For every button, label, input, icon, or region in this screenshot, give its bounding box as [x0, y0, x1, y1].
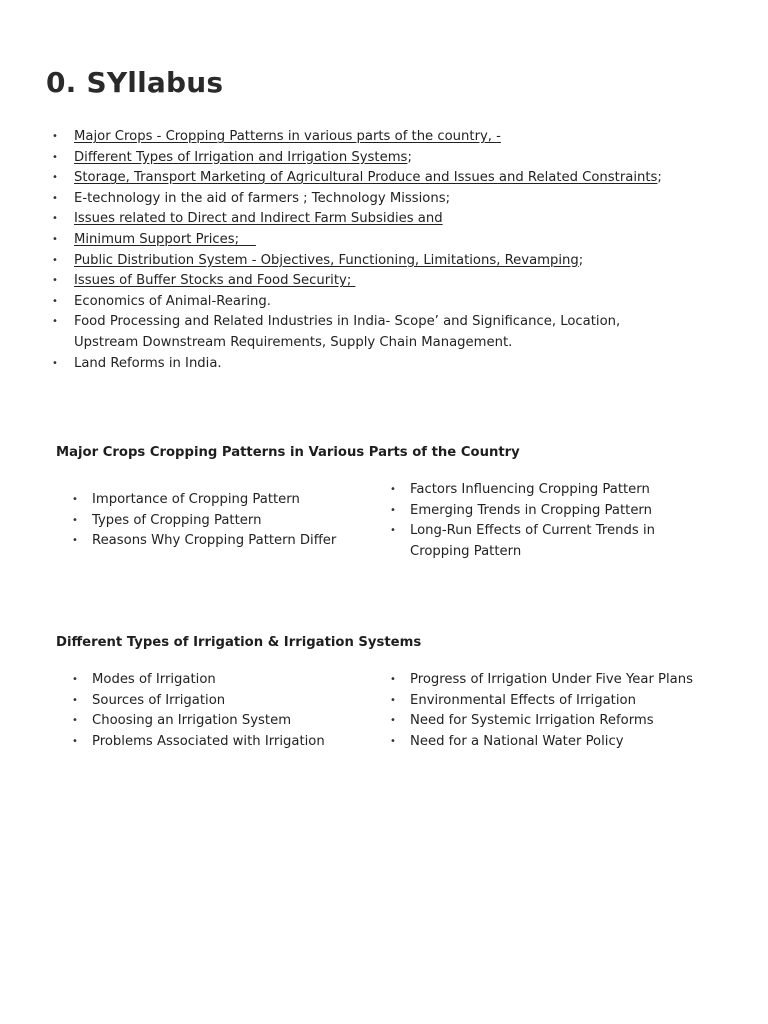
syllabus-item — [52, 354, 742, 375]
syllabus-item — [52, 251, 742, 272]
syllabus-item-link[interactable]: Public Distribution System - Objectives, Functioning, Limitations, Revamping — [74, 252, 579, 268]
list-item — [390, 670, 750, 691]
list-item — [390, 691, 750, 712]
list-item — [72, 670, 372, 691]
bullet-icon: • — [72, 715, 78, 727]
bullet-icon: • — [390, 715, 396, 727]
list-item-text: Problems Associated with Irrigation — [92, 733, 325, 749]
syllabus-item — [52, 148, 742, 169]
section-heading-cropping: Major Crops Cropping Patterns in Various Parts of the Country — [56, 445, 520, 460]
list-item-text: Sources of Irrigation — [92, 692, 226, 708]
syllabus-item — [52, 168, 742, 189]
bullet-icon: • — [72, 535, 78, 547]
list-item-text: Types of Cropping Pattern — [92, 512, 262, 528]
page-title: 0. SYllabus — [46, 66, 224, 99]
syllabus-item-link[interactable]: Minimum Support Prices; — [74, 231, 256, 247]
list-item — [390, 732, 750, 753]
list-item — [390, 521, 660, 562]
syllabus-item — [52, 230, 742, 251]
list-item-text: Importance of Cropping Pattern — [92, 492, 300, 507]
syllabus-item-link[interactable]: Issues of Buffer Stocks and Food Security; — [74, 273, 356, 289]
bullet-icon: • — [72, 735, 78, 747]
syllabus-item — [52, 271, 742, 292]
cropping-left-list — [72, 490, 362, 552]
syllabus-list — [52, 127, 742, 374]
syllabus-item-link[interactable]: Major Crops - Cropping Patterns in various parts of the country, - — [74, 129, 501, 144]
syllabus-item-suffix: ; — [657, 170, 662, 186]
section-heading-irrigation: Different Types of Irrigation & Irrigation Systems — [56, 635, 422, 650]
list-item-text: Choosing an Irrigation System — [92, 713, 292, 729]
syllabus-item — [52, 312, 634, 353]
syllabus-item-text: Food Processing and Related Industries in India- Scope’ and Significance, Location, Upstream Downstream Requirements, Supply Chain Management. — [74, 314, 621, 350]
bullet-icon: • — [52, 316, 58, 328]
irrigation-right-list — [390, 670, 750, 752]
list-item-text: Emerging Trends in Cropping Pattern — [410, 502, 652, 518]
list-item-text: Factors Influencing Cropping Pattern — [410, 482, 650, 497]
list-item — [390, 711, 750, 732]
bullet-icon: • — [390, 735, 396, 747]
irrigation-left-list — [72, 670, 372, 752]
syllabus-item-link[interactable]: Storage, Transport Marketing of Agricultural Produce and Issues and Related Constraints — [74, 170, 658, 186]
bullet-icon: • — [390, 525, 396, 537]
list-item — [72, 531, 362, 552]
syllabus-item-suffix: ; — [407, 149, 412, 165]
list-item — [72, 490, 362, 511]
bullet-icon: • — [390, 484, 396, 495]
syllabus-item — [52, 209, 742, 230]
list-item-text: Reasons Why Cropping Pattern Differ — [92, 533, 337, 549]
bullet-icon: • — [72, 514, 78, 526]
bullet-icon: • — [52, 295, 58, 307]
bullet-icon: • — [72, 494, 78, 505]
cropping-right-list — [390, 480, 660, 562]
list-item-text: Long-Run Effects of Current Trends in Cropping Pattern — [410, 523, 655, 559]
bullet-icon: • — [52, 172, 58, 184]
bullet-icon: • — [52, 192, 58, 204]
list-item — [390, 480, 660, 501]
bullet-icon: • — [52, 357, 58, 369]
bullet-icon: • — [72, 674, 78, 685]
bullet-icon: • — [52, 213, 58, 225]
bullet-icon: • — [52, 254, 58, 266]
list-item-text: Need for a National Water Policy — [410, 733, 624, 749]
bullet-icon: • — [390, 694, 396, 706]
bullet-icon: • — [390, 674, 396, 685]
bullet-icon: • — [52, 151, 58, 163]
syllabus-item-suffix: ; — [578, 252, 584, 268]
list-item-text: Progress of Irrigation Under Five Year Plans — [410, 672, 693, 687]
list-item-text: Need for Systemic Irrigation Reforms — [410, 713, 654, 729]
list-item-text: Modes of Irrigation — [92, 672, 216, 687]
bullet-icon: • — [52, 131, 58, 142]
bullet-icon: • — [390, 504, 396, 516]
syllabus-item-text: E-technology in the aid of farmers ; Technology Missions; — [74, 190, 451, 206]
syllabus-item-link[interactable]: Issues related to Direct and Indirect Farm Subsidies and — [74, 211, 443, 227]
syllabus-item — [52, 189, 742, 210]
list-item — [72, 732, 372, 753]
bullet-icon: • — [52, 275, 58, 287]
list-item — [390, 501, 660, 522]
syllabus-item-link[interactable]: Different Types of Irrigation and Irrigation Systems — [74, 149, 408, 165]
syllabus-item — [52, 292, 742, 313]
bullet-icon: • — [72, 694, 78, 706]
bullet-icon: • — [52, 233, 58, 245]
syllabus-item-text: Land Reforms in India. — [74, 355, 222, 371]
syllabus-item-text: Economics of Animal-Rearing. — [74, 293, 271, 309]
list-item-text: Environmental Effects of Irrigation — [410, 692, 636, 708]
list-item — [72, 511, 362, 532]
list-item — [72, 691, 372, 712]
syllabus-item — [52, 127, 742, 148]
list-item — [72, 711, 372, 732]
